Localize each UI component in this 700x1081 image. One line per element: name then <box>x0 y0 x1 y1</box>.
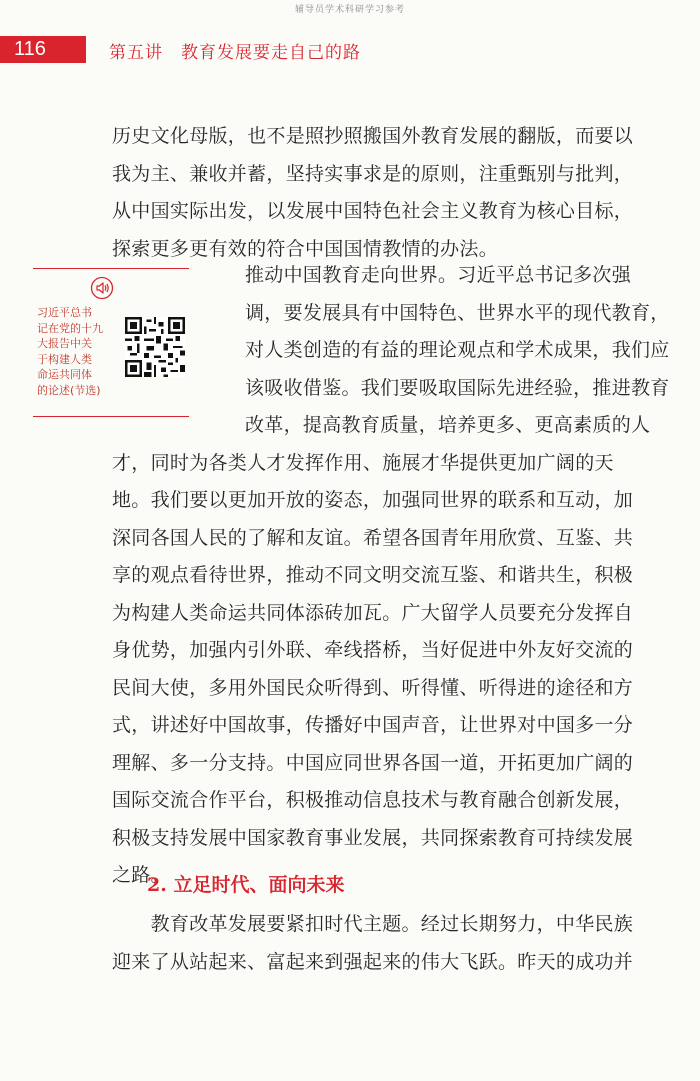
text-line: 国际交流合作平台，积极推动信息技术与教育融合创新发展， <box>112 789 634 811</box>
text-line: 为构建人类命运共同体添砖加瓦。广大留学人员要充分发挥自 <box>112 601 634 624</box>
audio-icon[interactable] <box>90 276 114 300</box>
text-line: 之路。 <box>112 864 170 886</box>
sidebar-caption-line: 的论述(节选) <box>37 383 101 397</box>
sidebar-caption-line: 命运共同体 <box>37 368 92 381</box>
sidebar-caption-line: 习近平总书 <box>37 306 92 319</box>
text-line: 民间大使，多用外国民众听得到、听得懂、听得进的途径和方 <box>112 676 634 699</box>
text-line: 历史文化母版，也不是照抄照搬国外教育发展的翻版，而要以 <box>112 125 634 147</box>
text-line: 推动中国教育走向世界。习近平总书记多次强 <box>245 264 632 286</box>
sidebar-caption <box>37 305 115 398</box>
text-line: 该吸收借鉴。我们要吸取国际先进经验，推进教育 <box>245 376 670 399</box>
text-line: 迎来了从站起来、富起来到强起来的伟大飞跃。昨天的成功并 <box>112 950 634 973</box>
paragraph-2 <box>112 257 670 895</box>
text-line: 调，要发展具有中国特色、世界水平的现代教育， <box>245 301 670 324</box>
page-number: 116 <box>0 36 86 63</box>
sidebar-caption-line: 于构建人类 <box>37 352 92 366</box>
running-header-note: 辅导员学术科研学习参考 <box>294 5 405 15</box>
text-line: 我为主、兼收并蓄，坚持实事求是的原则，注重甄别与批判， <box>112 162 634 185</box>
text-line: 身优势，加强内引外联、牵线搭桥，当好促进中外友好交流的 <box>112 639 634 661</box>
paragraph-3 <box>112 906 660 981</box>
text-line: 从中国实际出发，以发展中国特色社会主义教育为核心目标， <box>112 200 634 222</box>
text-line: 教育改革发展要紧扣时代主题。经过长期努力，中华民族 <box>112 913 634 935</box>
text-line: 才，同时为各类人才发挥作用、施展才华提供更加广阔的天 <box>112 451 614 474</box>
text-line: 对人类创造的有益的理论观点和学术成果，我们应 <box>245 339 670 361</box>
text-line: 积极支持发展中国家教育事业发展，共同探索教育可持续发展 <box>112 826 634 849</box>
text-line: 理解、多一分支持。中国应同世界各国一道，开拓更加广阔的 <box>112 751 634 774</box>
text-line: 地。我们要以更加开放的姿态，加强同世界的联系和互动，加 <box>112 489 634 511</box>
text-line: 式，讲述好中国故事，传播好中国声音，让世界对中国多一分 <box>112 714 634 736</box>
paragraph-1 <box>112 118 660 268</box>
text-line: 深同各国人民的了解和友谊。希望各国青年用欣赏、互鉴、共 <box>112 526 634 549</box>
text-line: 享的观点看待世界，推动不同文明交流互鉴、和谐共生，积极 <box>112 564 634 586</box>
text-line: 改革，提高教育质量，培养更多、更高素质的人 <box>245 414 651 436</box>
section-heading: 2. 立足时代、面向未来 <box>147 874 345 896</box>
text-line: 探索更多更有效的符合中国国情教情的办法。 <box>112 237 499 260</box>
chapter-title: 第五讲 教育发展要走自己的路 <box>109 43 361 63</box>
sidebar-caption-line: 记在党的十九 <box>37 321 103 335</box>
sidebar-caption-line: 大报告中关 <box>37 337 92 350</box>
